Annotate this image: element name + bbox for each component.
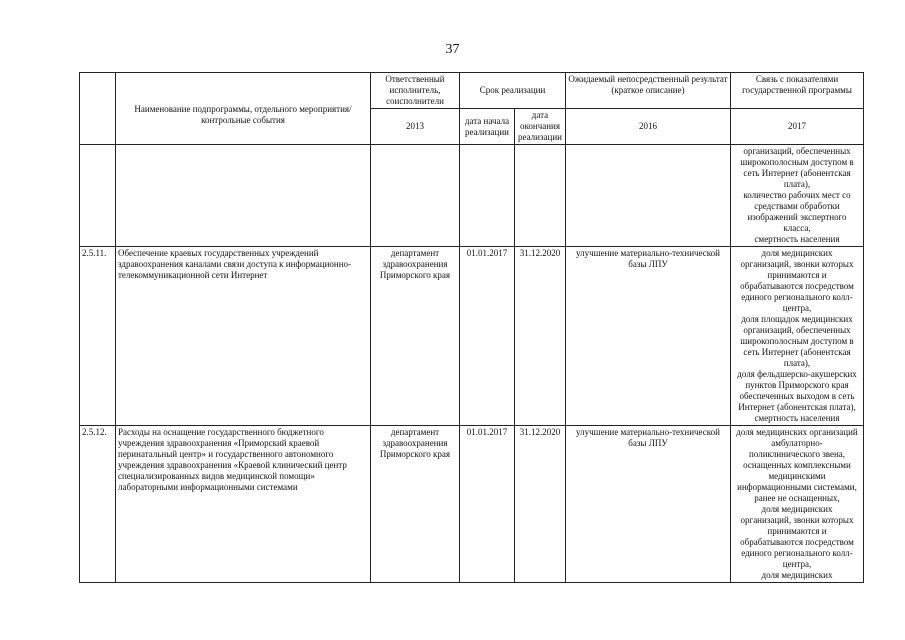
table-row [80, 145, 864, 247]
row-name: Обеспечение краевых государственных учреждений здравоохранения каналами связи доступа к информационно-телекоммуникационной сети Интернет [116, 247, 371, 426]
row-responsible: департамент здравоохранения Приморского края [371, 247, 460, 426]
row-num: 2.5.11. [80, 247, 116, 426]
table-row [80, 426, 864, 583]
row-result: улучшение материально-технической базы ЛПУ [566, 426, 731, 583]
row-end [515, 145, 566, 247]
row-start: 01.01.2017 [460, 247, 515, 426]
subheader-end: дата окончания реализации [515, 109, 566, 145]
header-name: Наименование подпрограммы, отдельного мероприятия/контрольные события [116, 73, 371, 145]
row-end: 31.12.2020 [515, 247, 566, 426]
row-link: доля медицинских организаций, звонки которых принимаются и обрабатываются посредством единого регионального колл- центра, доля площадок медицинских организаций, обеспеченных широкополосным доступом в сеть Интернет (абонентская плата), доля фельдшерско-акушерских пунктов Приморского края обеспеченных выходом в сеть Интернет (абонентская плата), смертность населения [731, 247, 864, 426]
subheader-start: дата начала реализации [460, 109, 515, 145]
header-link: Связь с показателями государственной программы [731, 73, 864, 109]
subheader-result: 2016 [566, 109, 731, 145]
row-end: 31.12.2020 [515, 426, 566, 583]
header-responsible: Ответственный исполнитель, соисполнители [371, 73, 460, 109]
row-link: доля медицинских организаций амбулаторно- поликлинического звена, оснащенных комплексными медицинскими информационными системами, ранее не оснащенных, доля медицинских организаций, звонки которых принимаются и обрабатываются посредством единого регионального колл- центра, доля медицинских [731, 426, 864, 583]
row-name [116, 145, 371, 247]
row-num: 2.5.12. [80, 426, 116, 583]
row-num [80, 145, 116, 247]
row-name: Расходы на оснащение государственного бюджетного учреждения здравоохранения «Приморский краевой перинатальный центр» и государственного автономного учреждения здравоохранения «Краевой клинический центр специализированных видов медицинской помощи» лабораторными информационными системами [116, 426, 371, 583]
table-row [80, 247, 864, 426]
measures-table [79, 72, 864, 583]
row-link: организаций, обеспеченных широкополосным доступом в сеть Интернет (абонентская плата), количество рабочих мест со средствами обработки изображений экспертного класса, смертность населения [731, 145, 864, 247]
subheader-responsible: 2013 [371, 109, 460, 145]
row-result [566, 145, 731, 247]
row-responsible [371, 145, 460, 247]
row-responsible: департамент здравоохранения Приморского края [371, 426, 460, 583]
row-result: улучшение материально-технической базы ЛПУ [566, 247, 731, 426]
header-result: Ожидаемый непосредственный результат (краткое описание) [566, 73, 731, 109]
row-start: 01.01.2017 [460, 426, 515, 583]
header-row-1 [80, 73, 864, 109]
row-start [460, 145, 515, 247]
header-period: Срок реализации [460, 73, 566, 109]
subheader-link: 2017 [731, 109, 864, 145]
page-number: 37 [445, 42, 460, 57]
header-num-cell [80, 73, 116, 145]
